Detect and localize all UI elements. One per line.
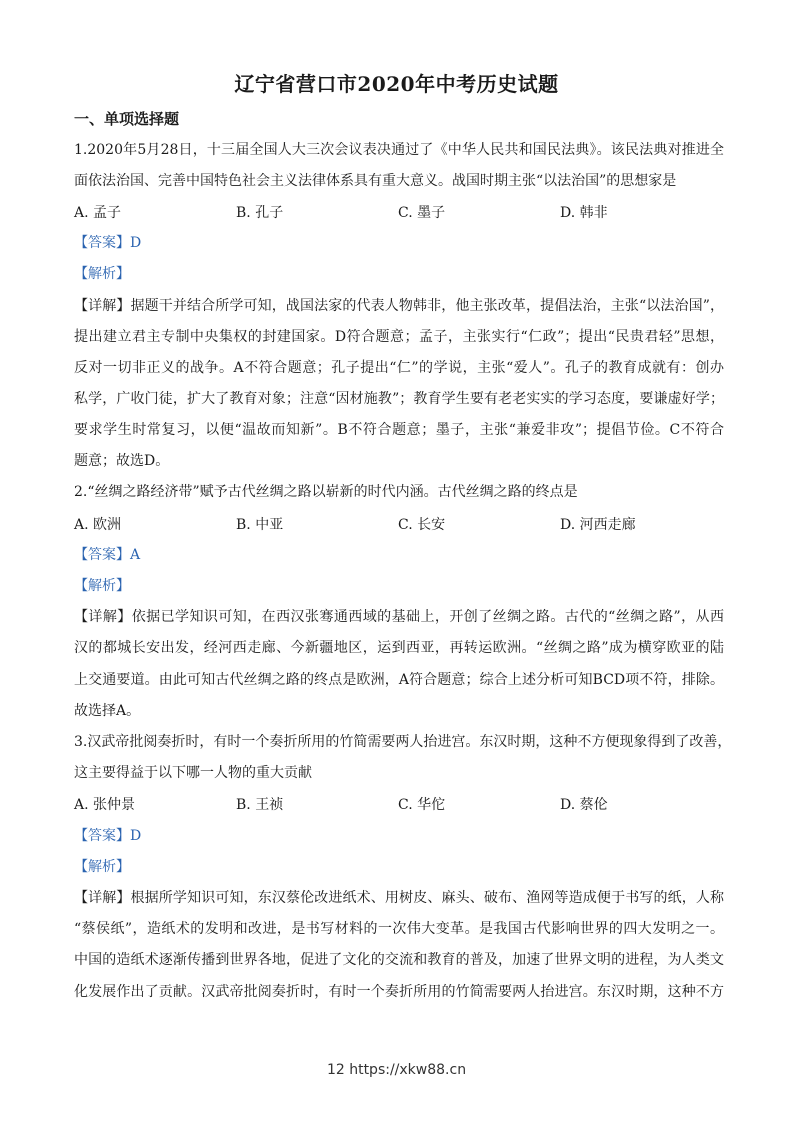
option-d: D. 蔡伦 — [560, 797, 608, 813]
section-heading: 一、单项选择题 — [74, 110, 180, 128]
question-3-text: 3.汉武帝批阅奏折时，有时一个奏折所用的竹简需要两人抬进宫。东汉时期，这种不方便现象得到了改善， — [74, 734, 732, 750]
analysis-label: 【解析】 — [74, 266, 130, 282]
question-2-options — [74, 514, 724, 534]
question-3-options — [74, 794, 724, 814]
analysis-label: 【解析】 — [74, 578, 130, 594]
answer-label: 【答案】D — [74, 828, 142, 844]
question-1-options — [74, 202, 724, 222]
detail-text: “蔡侯纸”，造纸术的发明和改进，是书写材料的一次伟大变革。是我国古代影响世界的四大发明之一。 — [74, 921, 724, 937]
question-1-text: 1.2020年5月28日，十三届全国人大三次会议表决通过了《中华人民共和国民法典》。该民法典对推进全 — [74, 142, 724, 158]
answer-label: 【答案】A — [74, 547, 141, 563]
option-c: C. 长安 — [398, 517, 446, 533]
detail-text: 故选择A。 — [74, 703, 141, 719]
option-b: B. 王祯 — [236, 797, 284, 813]
detail-text: 上交通要道。由此可知古代丝绸之路的终点是欧洲，A符合题意；综合上述分析可知BCD项不符，排除。 — [74, 672, 724, 688]
detail-text: 【详解】据题干并结合所学可知，战国法家的代表人物韩非，他主张改革，提倡法治，主张“以法治国”， — [74, 298, 724, 314]
option-c: C. 华佗 — [398, 797, 446, 813]
answer-label: 【答案】D — [74, 235, 142, 251]
page-footer: 12 https://xkw88.cn — [326, 1062, 467, 1078]
option-a: A. 欧洲 — [74, 517, 122, 533]
detail-text: 【详解】依据已学知识可知，在西汉张骞通西域的基础上，开创了丝绸之路。古代的“丝绸之路”，从西 — [74, 609, 724, 625]
option-b: B. 孔子 — [236, 205, 284, 221]
detail-text: 私学，广收门徒，扩大了教育对象；注意“因材施教”；教育学生要有老老实实的学习态度，要谦虚好学； — [74, 391, 724, 407]
option-b: B. 中亚 — [236, 517, 284, 533]
detail-text: 要求学生时常复习，以便“温故而知新”。B不符合题意；墨子，主张“兼爱非攻”；提倡节俭。C不符合 — [74, 422, 724, 438]
detail-text: 反对一切非正义的战争。A不符合题意；孔子提出“仁”的学说，主张“爱人”。孔子的教育成就有：创办 — [74, 360, 724, 376]
question-1-text: 面依法治国、完善中国特色社会主义法律体系具有重大意义。战国时期主张“以法治国”的思想家是 — [74, 173, 677, 189]
detail-text: 题意；故选D。 — [74, 453, 170, 469]
option-d: D. 韩非 — [560, 205, 608, 221]
page-title: 辽宁省营口市2020年中考历史试题 — [234, 72, 559, 96]
option-d: D. 河西走廊 — [560, 517, 636, 533]
detail-text: 化发展作出了贡献。汉武帝批阅奏折时，有时一个奏折所用的竹简需要两人抬进宫。东汉时期，这种不方 — [74, 984, 724, 1000]
option-a: A. 孟子 — [74, 205, 122, 221]
detail-text: 中国的造纸术逐渐传播到世界各地，促进了文化的交流和教育的普及，加速了世界文明的进程，为人类文 — [74, 952, 724, 968]
analysis-label: 【解析】 — [74, 859, 130, 875]
option-c: C. 墨子 — [398, 205, 446, 221]
detail-text: 提出建立君主专制中央集权的封建国家。D符合题意；孟子，主张实行“仁政”；提出“民贵君轻”思想， — [74, 329, 724, 345]
detail-text: 【详解】根据所学知识可知，东汉蔡伦改进纸术、用树皮、麻头、破布、渔网等造成便于书写的纸，人称 — [74, 890, 724, 906]
detail-text: 汉的都城长安出发，经河西走廊、今新疆地区，运到西亚，再转运欧洲。“丝绸之路”成为横穿欧亚的陆 — [74, 640, 724, 656]
question-2-text: 2.“丝绸之路经济带”赋予古代丝绸之路以崭新的时代内涵。古代丝绸之路的终点是 — [74, 484, 578, 500]
option-a: A. 张仲景 — [74, 797, 136, 813]
question-3-text: 这主要得益于以下哪一人物的重大贡献 — [74, 765, 312, 781]
